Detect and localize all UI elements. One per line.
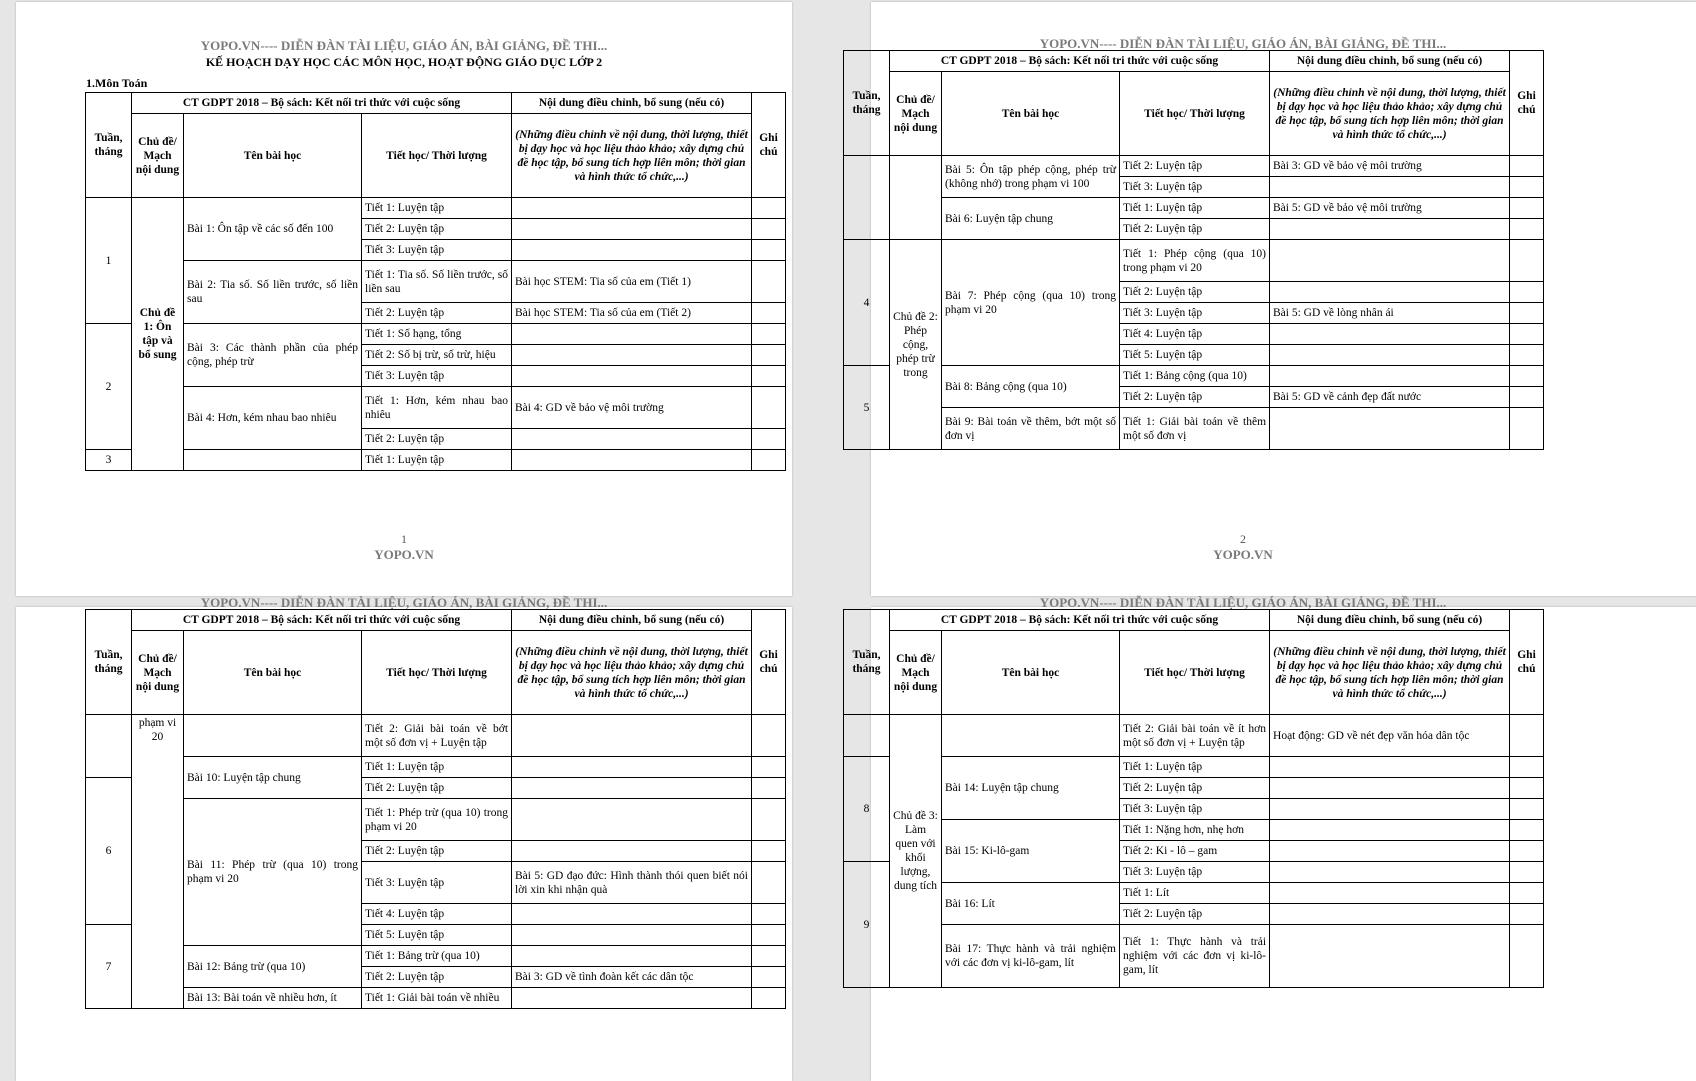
week-cell: 1 [86,198,132,324]
week-cell: 9 [844,862,890,988]
lesson-cell: Bài 9: Bài toán về thêm, bớt một số đơn vị [942,408,1120,450]
topic-cell: Chủ đề 2: Phép cộng, phép trừ trong [890,240,942,450]
adjust-cell: Bài 5: GD về bảo vệ môi trường [1270,198,1510,219]
lesson-cell: Bài 5: Ôn tập phép cộng, phép trừ (không nhớ) trong phạm vi 100 [942,156,1120,198]
period-cell: Tiết 2: Luyện tập [362,841,512,862]
period-cell: Tiết 3: Luyện tập [1120,177,1270,198]
period-cell: Tiết 3: Luyện tập [1120,799,1270,820]
lesson-plan-table [85,92,786,471]
period-cell: Tiết 2: Luyện tập [362,303,512,324]
period-cell: Tiết 1: Bảng cộng (qua 10) [1120,366,1270,387]
period-cell: Tiết 1: Phép cộng (qua 10) trong phạm vi 20 [1120,240,1270,282]
col-week: Tuần, tháng [86,610,132,715]
adjust-cell: Bài 5: GD đạo đức: Hình thành thói quen biết nói lời xin khi nhận quà [512,862,752,904]
document-page-3 [16,595,792,1081]
col-note: Ghi chú [1510,51,1544,156]
period-cell: Tiết 1: Số hạng, tổng [362,324,512,345]
site-header: YOPO.VN---- DIỄN ĐÀN TÀI LIỆU, GIÁO ÁN, BÀI GIẢNG, ĐỀ THI... [1039,36,1447,51]
col-week: Tuần, tháng [844,51,890,156]
col-lesson: Tên bài học [184,631,362,715]
lesson-cell: Bài 4: Hơn, kém nhau bao nhiêu [184,387,362,450]
adjust-cell: Bài học STEM: Tia số của em (Tiết 1) [512,261,752,303]
adjust-cell: Bài 5: GD về cảnh đẹp đất nước [1270,387,1510,408]
col-week: Tuần, tháng [86,93,132,198]
period-cell: Tiết 3: Luyện tập [362,240,512,261]
lesson-cell: Bài 1: Ôn tập về các số đến 100 [184,198,362,261]
period-cell: Tiết 1: Luyện tập [1120,198,1270,219]
page-number: 2 [1240,532,1246,546]
period-cell: Tiết 2: Luyện tập [362,219,512,240]
col-lesson: Tên bài học [184,114,362,198]
period-cell: Tiết 2: Luyện tập [1120,904,1270,925]
period-cell: Tiết 1: Tia số. Số liền trước, số liền sau [362,261,512,303]
period-cell: Tiết 1: Phép trừ (qua 10) trong phạm vi 20 [362,799,512,841]
period-cell: Tiết 5: Luyện tập [1120,345,1270,366]
col-adjust-note: (Những điều chỉnh về nội dung, thời lượng, thiết bị dạy học và học liệu thảo khảo; xây dựng chủ đề học tập, bổ sung tích hợp liên môn; thời gian và hình thức tổ chức,...) [512,631,752,715]
page-footer: YOPO.VN [1213,547,1273,562]
col-adjust: Nội dung điều chỉnh, bổ sung (nếu có) [1270,51,1510,72]
subject-heading: 1.Môn Toán [86,76,148,90]
period-cell: Tiết 1: Luyện tập [362,198,512,219]
col-lesson: Tên bài học [942,631,1120,715]
period-cell: Tiết 1: Hơn, kém nhau bao nhiêu [362,387,512,429]
col-adjust-note: (Những điều chỉnh về nội dung, thời lượng, thiết bị dạy học và học liệu thảo khảo; xây dựng chủ đề học tập, bổ sung tích hợp liên môn; thời gian và hình thức tổ chức,...) [512,114,752,198]
col-period: Tiết học/ Thời lượng [362,631,512,715]
period-cell: Tiết 1: Bảng trừ (qua 10) [362,946,512,967]
period-cell: Tiết 2: Luyện tập [1120,778,1270,799]
col-note: Ghi chú [752,610,786,715]
week-cell: 8 [844,757,890,862]
period-cell: Tiết 2: Luyện tập [1120,282,1270,303]
lesson-cell: Bài 15: Ki-lô-gam [942,820,1120,883]
col-group: CT GDPT 2018 – Bộ sách: Kết nối tri thức với cuộc sống [132,610,512,631]
col-adjust: Nội dung điều chỉnh, bổ sung (nếu có) [512,610,752,631]
period-cell: Tiết 2: Giải bài toán về bớt một số đơn vị + Luyện tập [362,715,512,757]
site-header: YOPO.VN---- DIỄN ĐÀN TÀI LIỆU, GIÁO ÁN, BÀI GIẢNG, ĐỀ THI... [1039,595,1447,610]
lesson-cell: Bài 8: Bảng cộng (qua 10) [942,366,1120,408]
col-week: Tuần, tháng [844,610,890,715]
col-lesson: Tên bài học [942,72,1120,156]
col-group: CT GDPT 2018 – Bộ sách: Kết nối tri thức với cuộc sống [890,610,1270,631]
period-cell: Tiết 2: Luyện tập [1120,156,1270,177]
period-cell: Tiết 1: Luyện tập [362,450,512,471]
lesson-cell: Bài 14: Luyện tập chung [942,757,1120,820]
period-cell: Tiết 1: Giải bài toán về nhiều [362,988,512,1009]
week-cell: 2 [86,324,132,450]
col-adjust-note: (Những điều chỉnh về nội dung, thời lượng, thiết bị dạy học và học liệu thảo khảo; xây dựng chủ đề học tập, bổ sung tích hợp liên môn; thời gian và hình thức tổ chức,...) [1270,72,1510,156]
period-cell: Tiết 4: Luyện tập [1120,324,1270,345]
period-cell: Tiết 1: Giải bài toán về thêm một số đơn vị [1120,408,1270,450]
lesson-cell: Bài 7: Phép cộng (qua 10) trong phạm vi 20 [942,240,1120,366]
col-group: CT GDPT 2018 – Bộ sách: Kết nối tri thức với cuộc sống [132,93,512,114]
period-cell: Tiết 1: Luyện tập [362,757,512,778]
col-note: Ghi chú [752,93,786,198]
col-group: CT GDPT 2018 – Bộ sách: Kết nối tri thức với cuộc sống [890,51,1270,72]
period-cell: Tiết 5: Luyện tập [362,925,512,946]
lesson-cell: Bài 6: Luyện tập chung [942,198,1120,240]
site-header: YOPO.VN---- DIỄN ĐÀN TÀI LIỆU, GIÁO ÁN, BÀI GIẢNG, ĐỀ THI... [200,38,608,53]
lesson-cell: Bài 12: Bảng trừ (qua 10) [184,946,362,988]
week-cell: 7 [86,925,132,1009]
adjust-cell: Bài học STEM: Tia số của em (Tiết 2) [512,303,752,324]
period-cell: Tiết 1: Nặng hơn, nhẹ hơn [1120,820,1270,841]
period-cell: Tiết 2: Ki - lô – gam [1120,841,1270,862]
period-cell: Tiết 3: Luyện tập [1120,862,1270,883]
document-page-1 [16,2,792,596]
page-number: 1 [401,532,407,546]
lesson-plan-table [843,609,1544,988]
document-page-2 [852,2,1696,596]
site-header: YOPO.VN---- DIỄN ĐÀN TÀI LIỆU, GIÁO ÁN, BÀI GIẢNG, ĐỀ THI... [200,595,608,610]
period-cell: Tiết 2: Luyện tập [362,967,512,988]
page-footer: YOPO.VN [374,547,434,562]
period-cell: Tiết 2: Luyện tập [362,778,512,799]
period-cell: Tiết 2: Luyện tập [362,429,512,450]
col-adjust-note: (Những điều chỉnh về nội dung, thời lượng, thiết bị dạy học và học liệu thảo khảo; xây dựng chủ đề học tập, bổ sung tích hợp liên môn; thời gian và hình thức tổ chức,...) [1270,631,1510,715]
period-cell: Tiết 3: Luyện tập [362,366,512,387]
period-cell: Tiết 1: Lít [1120,883,1270,904]
lesson-plan-table [85,609,786,1009]
period-cell: Tiết 2: Luyện tập [1120,387,1270,408]
period-cell: Tiết 2: Giải bài toán về ít hơn một số đơn vị + Luyện tập [1120,715,1270,757]
week-cell: 3 [86,450,132,471]
col-period: Tiết học/ Thời lượng [362,114,512,198]
lesson-cell: Bài 3: Các thành phần của phép cộng, phép trừ [184,324,362,387]
period-cell: Tiết 3: Luyện tập [362,862,512,904]
week-cell: 6 [86,778,132,925]
topic-cell: Chủ đề 1: Ôn tập và bổ sung [132,198,184,471]
col-adjust: Nội dung điều chỉnh, bổ sung (nếu có) [512,93,752,114]
col-note: Ghi chú [1510,610,1544,715]
lesson-cell: Bài 13: Bài toán về nhiều hơn, ít [184,988,362,1009]
lesson-cell: Bài 16: Lít [942,883,1120,925]
adjust-cell: Hoạt động: GD về nét đẹp văn hóa dân tộc [1270,715,1510,757]
adjust-cell: Bài 3: GD về bảo vệ môi trường [1270,156,1510,177]
document-page-4 [852,595,1696,1081]
col-period: Tiết học/ Thời lượng [1120,72,1270,156]
lesson-cell: Bài 10: Luyện tập chung [184,757,362,799]
adjust-cell: Bài 5: GD về lòng nhân ái [1270,303,1510,324]
col-topic: Chủ đề/ Mạch nội dung [132,114,184,198]
week-cell: 4 [844,240,890,366]
lesson-cell: Bài 2: Tia số. Số liền trước, số liền sau [184,261,362,324]
col-topic: Chủ đề/ Mạch nội dung [890,72,942,156]
document-title: KẾ HOẠCH DẠY HỌC CÁC MÔN HỌC, HOẠT ĐỘNG GIÁO DỤC LỚP 2 [205,55,603,69]
topic-cell: Chủ đề 3: Làm quen với khối lượng, dung tích [890,715,942,988]
period-cell: Tiết 3: Luyện tập [1120,303,1270,324]
period-cell: Tiết 1: Luyện tập [1120,757,1270,778]
week-cell: 5 [844,366,890,450]
lesson-cell: Bài 17: Thực hành và trải nghiệm với các đơn vị ki-lô-gam, lít [942,925,1120,988]
col-topic: Chủ đề/ Mạch nội dung [132,631,184,715]
lesson-cell: Bài 11: Phép trừ (qua 10) trong phạm vi 20 [184,799,362,946]
lesson-plan-table [843,50,1544,450]
period-cell: Tiết 2: Luyện tập [1120,219,1270,240]
period-cell: Tiết 4: Luyện tập [362,904,512,925]
col-topic: Chủ đề/ Mạch nội dung [890,631,942,715]
col-period: Tiết học/ Thời lượng [1120,631,1270,715]
period-cell: Tiết 2: Số bị trừ, số trừ, hiệu [362,345,512,366]
topic-cell: phạm vi 20 [132,715,184,1009]
col-adjust: Nội dung điều chỉnh, bổ sung (nếu có) [1270,610,1510,631]
adjust-cell: Bài 4: GD về bảo vệ môi trường [512,387,752,429]
period-cell: Tiết 1: Thực hành và trải nghiệm với các đơn vị ki-lô-gam, lít [1120,925,1270,988]
adjust-cell: Bài 3: GD về tình đoàn kết các dân tộc [512,967,752,988]
